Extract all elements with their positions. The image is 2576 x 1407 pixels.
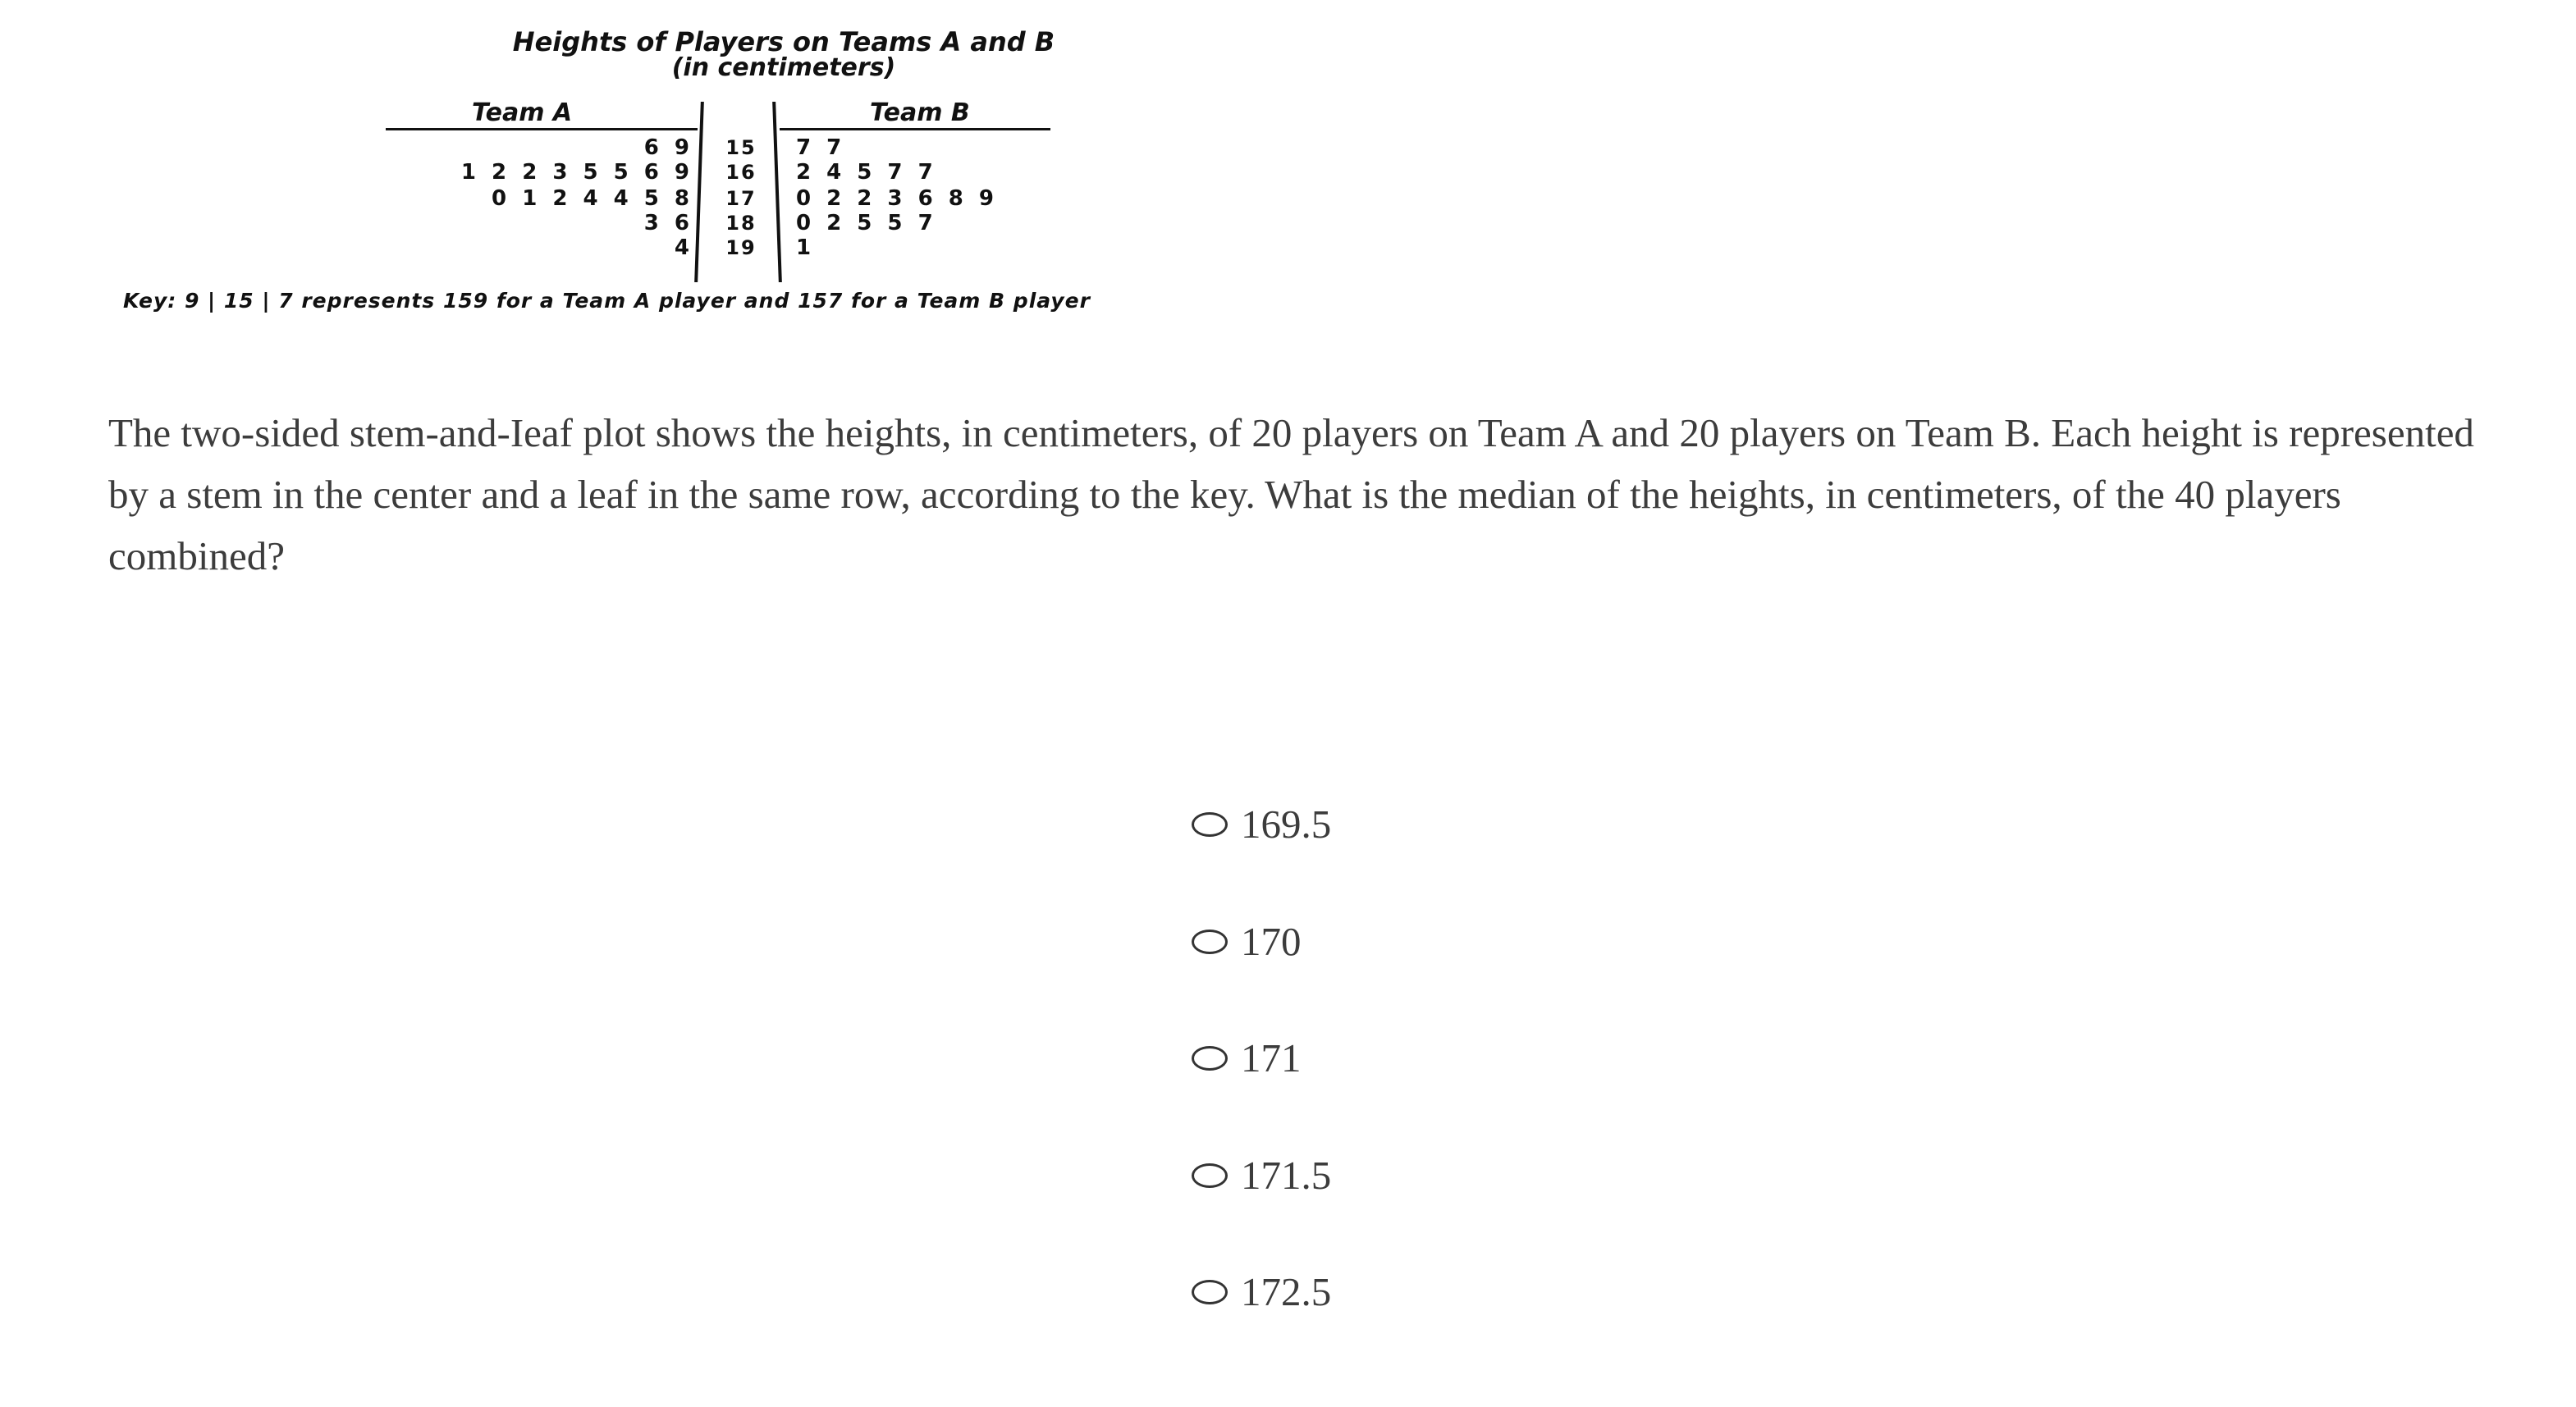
team-b-leaves: 2 4 5 7 7 — [796, 160, 935, 185]
radio-button-icon[interactable] — [1192, 1163, 1228, 1188]
answer-choice-label: 172.5 — [1241, 1269, 1332, 1314]
stem: 16 — [725, 161, 757, 184]
team-b-leaves: 7 7 — [796, 135, 844, 160]
answer-choice-label: 169.5 — [1241, 802, 1332, 847]
answer-choice-label: 171.5 — [1241, 1153, 1332, 1198]
answer-choice[interactable] — [1192, 1147, 1331, 1204]
radio-button-icon[interactable] — [1192, 930, 1228, 954]
radio-button-icon[interactable] — [1192, 812, 1228, 837]
answer-choice[interactable] — [1192, 796, 1331, 853]
answer-choice-label: 170 — [1241, 919, 1302, 964]
answer-choice[interactable] — [1192, 1030, 1302, 1087]
plot-key: Key: 9 | 15 | 7 represents 159 for a Team A player and 157 for a Team B player — [123, 289, 1091, 313]
stem: 18 — [725, 212, 757, 235]
team-b-leaves: 1 — [796, 235, 813, 260]
team-a-leaves: 1 2 2 3 5 5 6 9 — [460, 160, 691, 185]
stem-and-leaf-plot — [123, 23, 1305, 335]
header-rule-left — [386, 128, 698, 130]
answer-choice-label: 171 — [1241, 1035, 1302, 1080]
team-a-leaves: 6 9 — [643, 135, 691, 160]
radio-button-icon[interactable] — [1192, 1280, 1228, 1304]
team-a-leaves: 0 1 2 4 4 5 8 — [492, 186, 691, 211]
header-rule-right — [780, 128, 1050, 130]
radio-button-icon[interactable] — [1192, 1046, 1228, 1071]
stem: 15 — [725, 136, 757, 159]
team-b-header: Team B — [870, 98, 970, 127]
stem: 19 — [725, 236, 757, 259]
plot-subtitle: (in centimeters) — [671, 53, 896, 82]
team-a-leaves: 3 6 — [643, 211, 691, 235]
stem: 17 — [725, 187, 757, 210]
answer-choice[interactable] — [1192, 1263, 1331, 1321]
question-text: The two-sided stem-and-Ieaf plot shows the heights, in centimeters, of 20 players on Team A and 20 players on Team B. Each height is represented by a stem in the center and a leaf in the same row, according to the key. What is the median of the heights, in centimeters, of the 40 players combined? — [108, 410, 2474, 578]
team-a-header: Team A — [472, 98, 573, 127]
team-b-leaves: 0 2 2 3 6 8 9 — [796, 186, 995, 211]
answer-choice[interactable] — [1192, 913, 1302, 971]
team-b-leaves: 0 2 5 5 7 — [796, 211, 935, 235]
team-a-leaves: 4 — [674, 235, 691, 260]
plot-title: Heights of Players on Teams A and B — [512, 26, 1055, 57]
